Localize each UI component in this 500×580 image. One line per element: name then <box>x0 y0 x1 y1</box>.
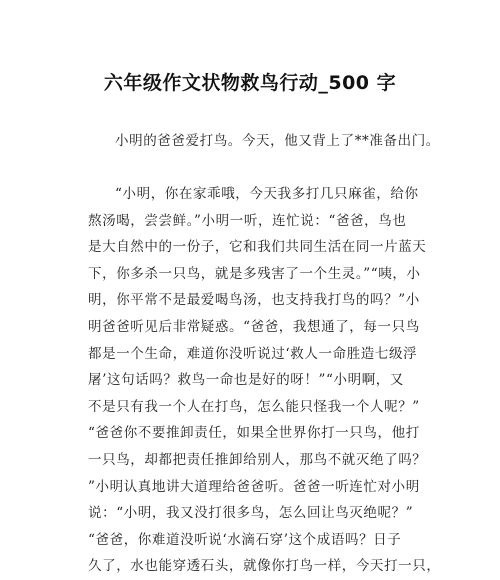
text-line: “爸爸你不要推卸责任，如果全世界你打一只鸟，他打 <box>88 425 420 442</box>
text-line: 小明的爸爸爱打鸟。今天，他又背上了**准备出门。 <box>115 133 440 149</box>
text-line: 屠’这句话吗？救鸟一命也是好的呀！”“小明啊，又 <box>88 372 404 389</box>
text-line: 明爸爸听见后非常疑惑。“爸爸，我想通了，每一只鸟 <box>88 318 420 335</box>
text-line: “爸爸，你难道没听说‘水滴石穿’这个成语吗？日子 <box>88 531 402 548</box>
text-line: 下，你多杀一只鸟，就是多残害了一个生灵。”“咦，小 <box>88 265 421 282</box>
text-line: ”小明认真地讲大道理给爸爸听。爸爸一听连忙对小明 <box>88 478 420 495</box>
text-line: 不是只有我一个人在打鸟，怎么能只怪我一个人呢？” <box>88 398 420 415</box>
text-line: 说：“小明，我又没打很多鸟，怎么回让鸟灭绝呢？” <box>88 505 414 522</box>
text-line: 久了，水也能穿透石头，就像你打鸟一样，今天打一只， <box>88 558 441 575</box>
text-line: “小明，你在家乖哦，今天我多打几只麻雀，给你 <box>115 186 419 202</box>
paragraph-2 <box>88 181 441 580</box>
text-line: 一只鸟，却都把责任推卸给别人，那鸟不就灭绝了吗？ <box>88 451 427 468</box>
text-line: 熬汤喝，尝尝鲜。”小明一听，连忙说：“爸爸，鸟也 <box>88 212 407 229</box>
paragraph-1 <box>88 128 440 155</box>
text-line: 都是一个生命，难道你没听说过‘救人一命胜造七级浮 <box>88 345 418 362</box>
text-line: 是大自然中的一份子，它和我们共同生活在同一片蓝天 <box>88 239 427 256</box>
document-title: 六年级作文状物救鸟行动_500 字 <box>103 72 397 94</box>
text-line: 明，你平常不是最爱喝鸟汤，也支持我打鸟的吗？”小 <box>88 292 420 309</box>
